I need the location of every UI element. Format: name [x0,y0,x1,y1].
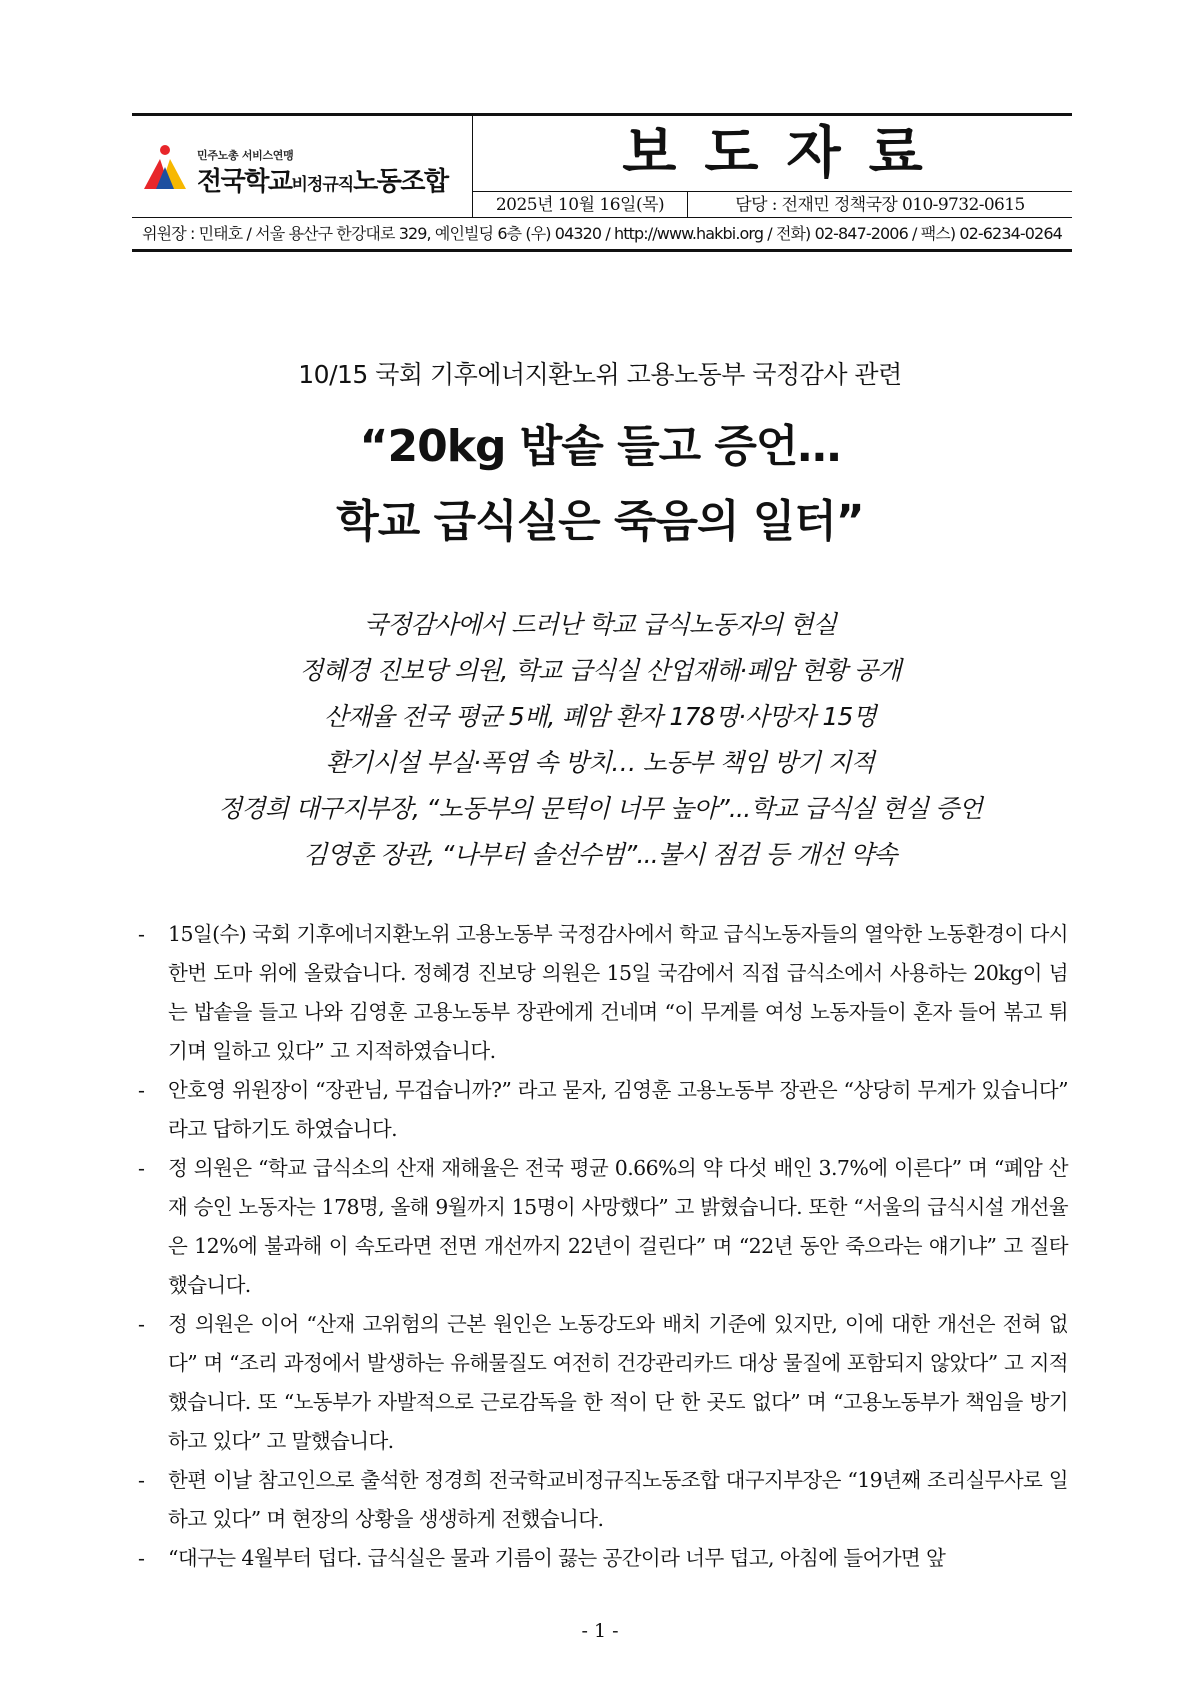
paragraph-text: 안호영 위원장이 “장관님, 무겁습니까?” 라고 묻자, 김영훈 고용노동부 장관은 “상당히 무게가 있습니다” 라고 답하기도 하였습니다. [168,1078,1068,1141]
union-address-line: 위원장 : 민태호 / 서울 용산구 한강대로 329, 예인빌딩 6층 (우) 04320 / http://www.hakbi.org / 전화) 02-847-2006 / 팩스) 02-6234-0264 [142,224,1062,243]
document-type-title: 보도자료 [622,121,951,186]
subtitle-list [0,602,1200,878]
page-number: - 1 - [581,1620,619,1642]
pre-title: 10/15 국회 기후에너지환노위 고용노동부 국정감사 관련 [298,360,902,389]
header-bottom-rule [132,249,1072,252]
subtitle-line: 산재율 전국 평균 5배, 폐암 환자 178명·사망자 15명 [324,702,876,731]
paragraph-text: 정 의원은 “학교 급식소의 산재 재해율은 전국 평균 0.66%의 약 다섯 배인 3.7%에 이른다” 며 “폐암 산재 승인 노동자는 178명, 올해 9월까지 15명이 사망했다” 고 밝혔습니다. 또한 “서울의 급식시설 개선율은 12%에 불과해 이 속도라면 전면 개선까지 22년이 걸린다” 며 “22년 동안 죽으라는 얘기냐” 고 질타했습니다. [168,1156,1068,1297]
bullet-dash: - [138,922,145,946]
headline-line-2: 학교 급식실은 죽음의 일터” [336,496,864,547]
body-paragraph [138,1305,1068,1461]
press-release-header [132,113,1072,253]
paragraph-text: 한편 이날 참고인으로 출석한 정경희 전국학교비정규직노동조합 대구지부장은 “19년째 조리실무사로 일하고 있다” 며 현장의 상황을 생생하게 전했습니다. [168,1468,1068,1531]
paragraph-text: “대구는 4월부터 덥다. 급식실은 물과 기름이 끓는 공간이라 너무 덥고, 아침에 들어가면 앞 [168,1546,946,1570]
body-paragraph [138,1461,1068,1539]
subtitle-line: 환기시설 부실·폭염 속 방치… 노동부 책임 방기 지적 [325,748,875,777]
title-underline [472,191,1072,192]
header-top-rule [132,113,1072,116]
bullet-dash: - [138,1312,145,1336]
logo-union-name [197,161,448,198]
bullet-dash: - [138,1078,145,1102]
paragraph-text: 정 의원은 이어 “산재 고위험의 근본 원인은 노동강도와 배치 기준에 있지만, 이에 대한 개선은 전혀 없다” 며 “조리 과정에서 발생하는 유해물질도 여전히 건강관리카드 대상 물질에 포함되지 않았다” 고 지적했습니다. 또 “노동부가 자발적으로 근로감독을 한 적이 단 한 곳도 없다” 며 “고용노동부가 책임을 방기하고 있다” 고 말했습니다. [168,1312,1068,1453]
bullet-dash: - [138,1546,145,1570]
paragraph-text: 15일(수) 국회 기후에너지환노위 고용노동부 국정감사에서 학교 급식노동자들의 열악한 노동환경이 다시 한번 도마 위에 올랐습니다. 정혜경 진보당 의원은 15일 국감에서 직접 급식소에서 사용하는 20kg이 넘는 밥솥을 들고 나와 김영훈 고용노동부 장관에게 건네며 “이 무게를 여성 노동자들이 혼자 들어 볶고 튀기며 일하고 있다” 고 지적하였습니다. [168,922,1068,1063]
body-paragraph [138,1539,1068,1578]
body-paragraph [138,1071,1068,1149]
bullet-dash: - [138,1468,145,1492]
union-logo [142,143,467,203]
article-body [138,915,1068,1578]
logo-name-part: 전국학교 [197,167,292,197]
logo-federation-text: 민주노총 서비스연맹 [197,149,294,162]
headline-line-1: “20kg 밥솥 들고 증언… [359,421,841,472]
body-paragraph [138,915,1068,1071]
header-middle-rule [132,217,1072,218]
bullet-dash: - [138,1156,145,1180]
contact-person: 담당 : 전재민 정책국장 010-9732-0615 [735,195,1025,215]
subtitle-line: 김영훈 장관, “나부터 솔선수범”...불시 점검 등 개선 약속 [303,840,897,869]
union-logo-icon [142,143,188,191]
logo-name-part: 노동조합 [353,167,448,197]
body-paragraph [138,1149,1068,1305]
release-date: 2025년 10월 16일(목) [495,195,665,215]
subtitle-line: 정혜경 진보당 의원, 학교 급식실 산업재해·폐암 현황 공개 [299,656,901,685]
logo-name-part: 비정규직 [291,175,354,195]
subtitle-line: 정경희 대구지부장, “노동부의 문턱이 너무 높아”...학교 급식실 현실 증언 [218,794,982,823]
subtitle-line: 국정감사에서 드러난 학교 급식노동자의 현실 [363,610,837,639]
